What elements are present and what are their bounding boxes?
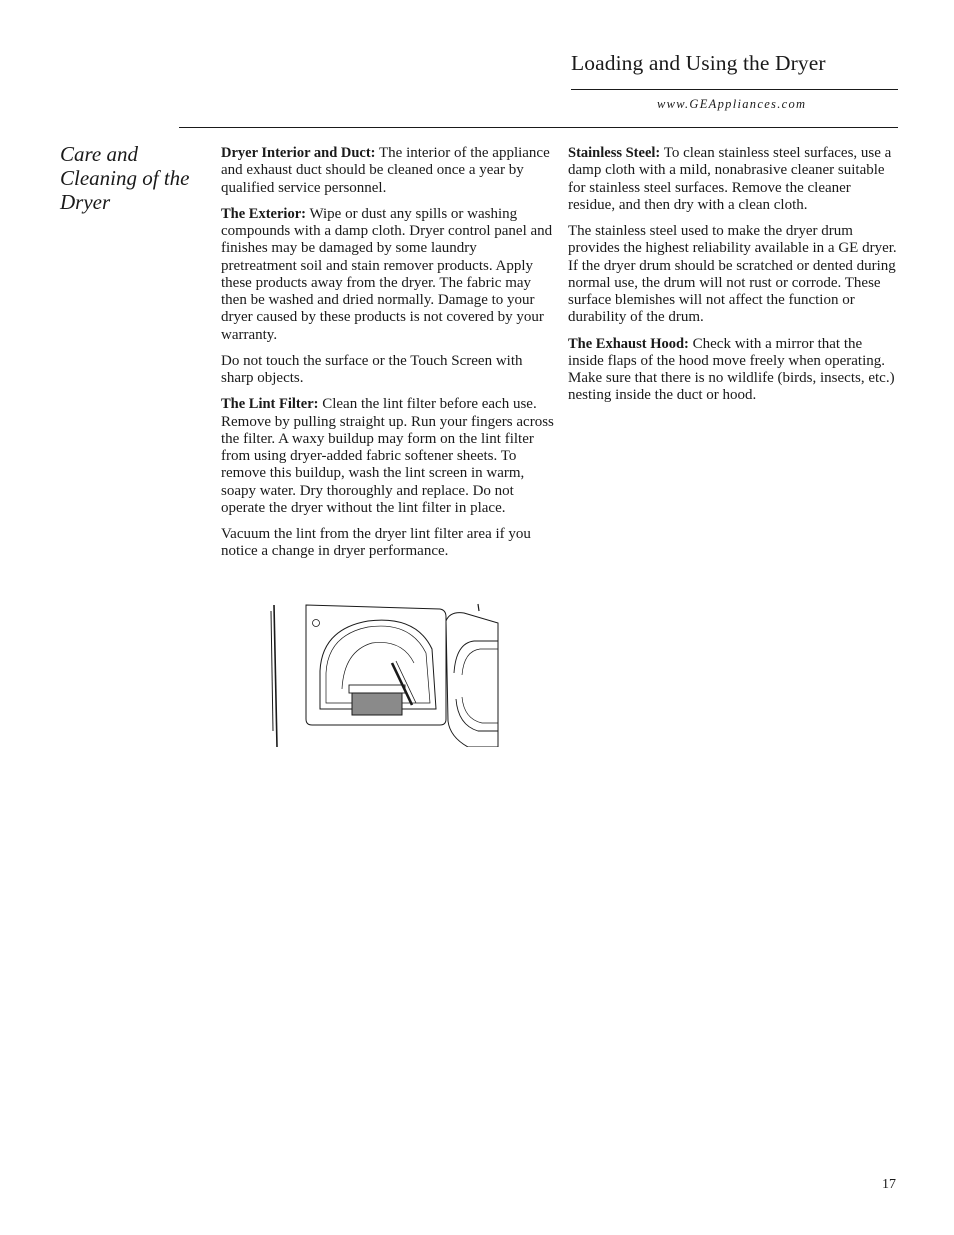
paragraph-vacuum: Vacuum the lint from the dryer lint filter area if you notice a change in dryer performance. <box>221 526 531 560</box>
paragraph-exterior <box>221 206 554 344</box>
lint-filter-top <box>349 685 405 693</box>
door-window-inner <box>462 649 498 723</box>
ge-logo-icon <box>313 620 320 627</box>
term-interior-duct: Dryer Interior and Duct: <box>221 145 376 161</box>
body-lint-filter: Clean the lint filter before each use. Remove by pulling straight up. Run your fingers across the filter. A waxy buildup may form on the lint filter from using dryer-added fabric softener sheets. To remove this buildup, wash the lint screen in warm, soapy water. Dry thoroughly and replace. Do not operate the dryer without the lint filter in place. <box>221 396 554 516</box>
website-url: www.GEAppliances.com <box>657 97 807 111</box>
section-divider <box>179 127 898 128</box>
paragraph-lint-filter <box>221 396 554 517</box>
paragraph-interior-duct <box>221 145 554 197</box>
drum-back <box>342 642 414 689</box>
cabinet-edge-inner <box>271 611 273 731</box>
lint-filter <box>352 693 402 715</box>
cabinet-edge <box>274 605 277 747</box>
term-lint-filter: The Lint Filter: <box>221 396 319 413</box>
door-window <box>454 641 498 731</box>
body-exterior: Wipe or dust any spills or washing compounds with a damp cloth. Dryer control panel and finishes may be damaged by some laundry pretreatment soil and stain remover products. Apply these products away from the dryer. The fabric may then be washed and dried normally. Damage to your dryer caused by these products is not covered by your warranty. <box>221 205 553 343</box>
text-column-left <box>221 145 554 570</box>
paragraph-stainless-steel <box>568 145 900 214</box>
body-interior-duct: The interior of the appliance and exhaust duct should be cleaned once a year by qualified service personnel. <box>221 145 550 196</box>
door-hinge <box>478 604 479 611</box>
drum-inner <box>326 626 430 703</box>
term-exterior: The Exterior: <box>221 205 306 222</box>
section-title: Care and Cleaning of the Dryer <box>60 142 190 214</box>
term-exhaust-hood: The Exhaust Hood: <box>568 335 689 352</box>
term-stainless-steel: Stainless Steel: <box>568 145 661 161</box>
paragraph-drum: The stainless steel used to make the dryer drum provides the highest reliability available in a GE dryer. If the dryer drum should be scratched or dented during normal use, the drum will not rust or corrode. These surface blemishes will not affect the function or durability of the drum. <box>568 223 897 326</box>
header-rule <box>571 89 898 90</box>
body-exhaust-hood: Check with a mirror that the inside flaps of the hood move freely when operating. Make sure that there is no wildlife (birds, insects, etc.) nesting inside the duct or hood. <box>568 335 895 404</box>
lint-filter-illustration <box>268 601 500 747</box>
paragraph-exhaust-hood <box>568 336 900 405</box>
paragraph-touch-screen: Do not touch the surface or the Touch Screen with sharp objects. <box>221 352 523 386</box>
text-column-right <box>568 145 900 414</box>
header-title: Loading and Using the Dryer <box>571 51 826 75</box>
page-number: 17 <box>882 1177 896 1192</box>
body-stainless-steel: To clean stainless steel surfaces, use a damp cloth with a mild, nonabrasive cleaner suitable for stainless steel surfaces. Remove the cleaner residue, and then dry with a clean cloth. <box>568 145 892 213</box>
dryer-door <box>446 613 498 747</box>
